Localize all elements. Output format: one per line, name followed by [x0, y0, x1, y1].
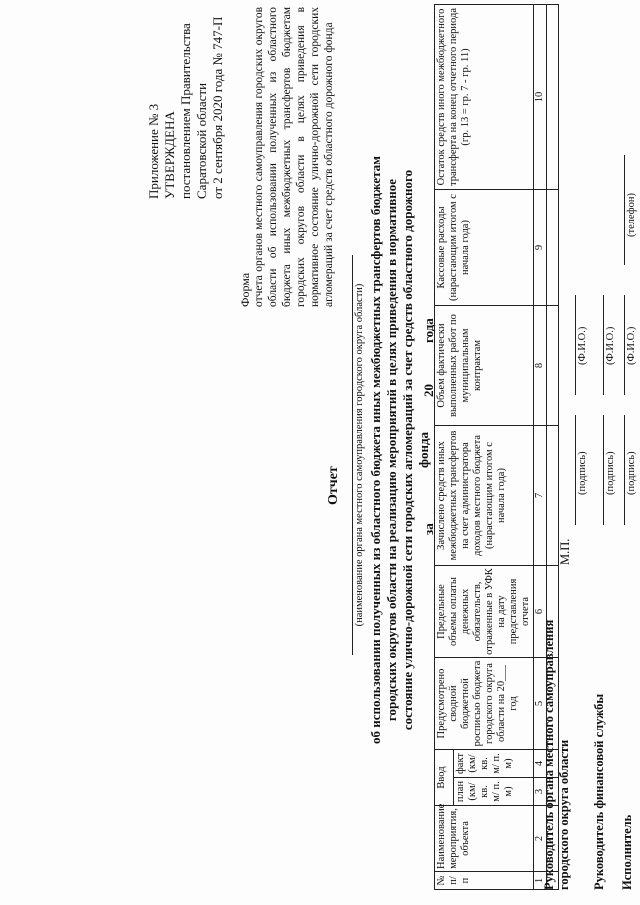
header-fact: факт (км/ кв. м/ п. м): [454, 750, 534, 778]
period-year-prefix: 20: [421, 384, 436, 397]
period-suffix: года: [421, 318, 436, 343]
finance-name-caption: (Ф.И.О.): [605, 326, 616, 365]
header-remaining-funds: Остаток средств иного межбюджетного трансферта на конец отчетного периода (гр. 13 = гр. 7 - гр. 11): [435, 5, 534, 190]
header-plan: план (км/ кв. м/ п. м): [454, 778, 534, 806]
head-signatory-label: Руководитель органа местного самоуправления городского округа области: [542, 619, 571, 890]
head-name-caption: (Ф.И.О.): [577, 326, 588, 365]
header-vvod: Ввод: [435, 750, 454, 806]
empty-cell: [547, 306, 559, 426]
empty-cell: [547, 5, 559, 190]
executor-signature-line: [624, 415, 625, 525]
approved-label: УТВЕРЖДЕНА: [162, 111, 177, 199]
report-subject: об использовании полученных из областного бюджета иных межбюджетных трансфертов бюджетам городских округов области на реализацию мероприятий в целях приведения в нормативное состояние улично-дорожной сети городских агломераций за счет средств областного дорожного фонда: [368, 155, 431, 745]
finance-name-line: [603, 295, 604, 395]
form-label: Форма: [238, 272, 252, 307]
finance-signatory-label: Руководитель финансовой службы: [592, 693, 606, 890]
report-table: [434, 4, 559, 890]
column-number: 5: [534, 658, 547, 750]
executor-name-caption: (Ф.И.О.): [626, 326, 637, 365]
executor-phone-line: [624, 155, 625, 265]
header-name: Наименование мероприятия, объекта: [435, 806, 534, 872]
column-number: 3: [534, 778, 547, 806]
executor-phone-caption: (телефон): [626, 193, 637, 237]
approval-block: [146, 9, 226, 199]
empty-cell: [547, 426, 559, 566]
column-number: 8: [534, 306, 547, 426]
decree-line: постановлением Правительства: [178, 23, 193, 199]
column-number: 7: [534, 426, 547, 566]
column-number: 2: [534, 806, 547, 872]
appendix-number: Приложение № 3: [146, 103, 161, 199]
region-line: Саратовской области: [194, 82, 209, 199]
org-name-caption: (наименование органа местного самоуправления городского округа области): [354, 283, 365, 627]
header-work-volume: Объем фактически выполненных работ по муниципальным контрактам: [435, 306, 534, 426]
decree-date: от 2 сентября 2020 года № 747-П: [210, 16, 225, 199]
executor-label: Исполнитель: [620, 814, 634, 890]
header-payment-limits: Предельные объемы оплаты денежных обязательств, отраженные в УФК на дату представления отчета: [435, 566, 534, 658]
header-num: № п/п: [435, 872, 534, 890]
finance-signature-caption: (подпись): [605, 451, 616, 495]
header-budget-planned: Предусмотрено сводной бюджетной росписью бюджета городского округа области на 20___ год: [435, 658, 534, 750]
column-number: 1: [534, 872, 547, 890]
executor-name-line: [624, 295, 625, 395]
period-prefix: за: [421, 523, 436, 535]
empty-cell: [547, 190, 559, 306]
column-number: 9: [534, 190, 547, 306]
column-number: 4: [534, 750, 547, 778]
head-signature-line: [575, 415, 576, 525]
header-cash-expenses: Кассовые расходы (нарастающим итогом с начала года): [435, 190, 534, 306]
column-number: 6: [534, 566, 547, 658]
stamp-mark: М.П.: [558, 538, 572, 565]
executor-signature-caption: (подпись): [626, 451, 637, 495]
head-signature-caption: (подпись): [577, 451, 588, 495]
org-name-line: [352, 255, 353, 655]
report-title: Отчет: [326, 466, 341, 505]
column-number: 10: [534, 5, 547, 190]
finance-signature-line: [603, 415, 604, 525]
head-name-line: [575, 295, 576, 395]
form-description: отчета органов местного самоуправления городских округов области об использовании полученных из областного бюджета иных межбюджетных трансфертов бюджетам городских округов области в целях приведения в нормативное состояние улично-дорожной сети городских агломераций за счет средств областного дорожного фонда: [253, 7, 335, 307]
header-credited-transfers: Зачислено средств иных межбюджетных трансфертов на счет администратора доходов местного бюджета (нарастающим итогом с начала года): [435, 426, 534, 566]
